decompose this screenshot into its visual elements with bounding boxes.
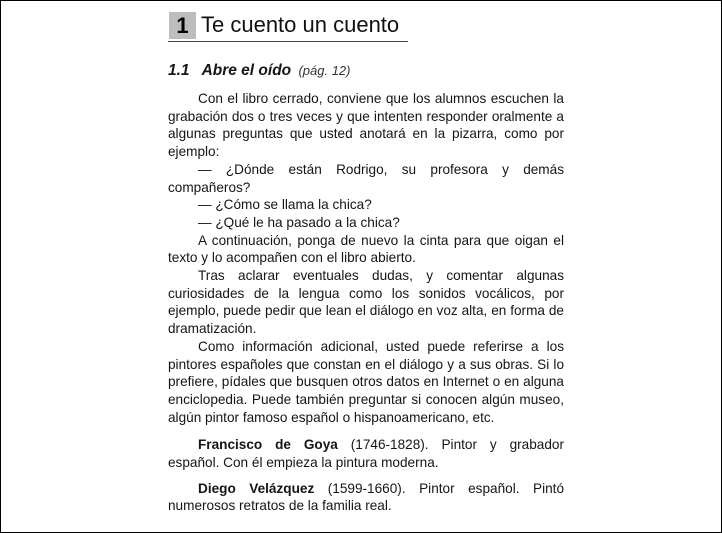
bio-velazquez (168, 480, 564, 515)
section-title: Abre el oído (201, 62, 292, 79)
question-1: — ¿Dónde están Rodrigo, su profesora y demás compañeros? (168, 161, 564, 195)
section-number: 1.1 (168, 62, 190, 79)
bio-text: (1746-1828). Pintor y grabador español. Con él empieza la pintura moderna. (168, 437, 564, 471)
body-text (168, 90, 564, 515)
bio-name: Francisco de Goya (198, 437, 338, 453)
question-2: — ¿Cómo se llama la chica? (198, 197, 372, 213)
bio-text: (1599-1660). Pintor español. Pintó numerosos retratos de la familia real. (168, 480, 565, 514)
paragraph-dramatization: Tras aclarar eventuales dudas, y comentar algunas curiosidades de la lengua como los sonidos vocálicos, por ejemplo, puede pedir que lean el diálogo en voz alta, en forma de dramatización. (168, 268, 564, 337)
section-heading (168, 62, 564, 80)
question-3: — ¿Qué le ha pasado a la chica? (198, 214, 400, 230)
chapter-number: 1 (169, 12, 196, 39)
paragraph-continuation: A continuación, ponga de nuevo la cinta para que oigan el texto y lo acompañen con el libro abierto. (168, 232, 564, 266)
bio-name: Diego Velázquez (198, 480, 315, 496)
bio-goya (168, 436, 564, 471)
paragraph-intro: Con el libro cerrado, conviene que los alumnos escuchen la grabación dos o tres veces y que intenten responder oralmente a algunas preguntas que usted anotará en la pizarra, como por ejemplo: (168, 91, 564, 160)
document-page (168, 11, 564, 515)
section-page-reference: (pág. 12) (298, 63, 351, 78)
chapter-header (168, 11, 408, 42)
chapter-title: Te cuento un cuento (201, 12, 400, 37)
paragraph-additional-info: Como información adicional, usted puede referirse a los pintores españoles que constan en el diálogo y a sus obras. Si lo prefiere, pídales que busquen otros datos en Internet o en alguna enciclopedia. Puede también preguntar si conocen algún museo, algún pintor famoso español o hispanoamericano, etc. (168, 338, 564, 425)
